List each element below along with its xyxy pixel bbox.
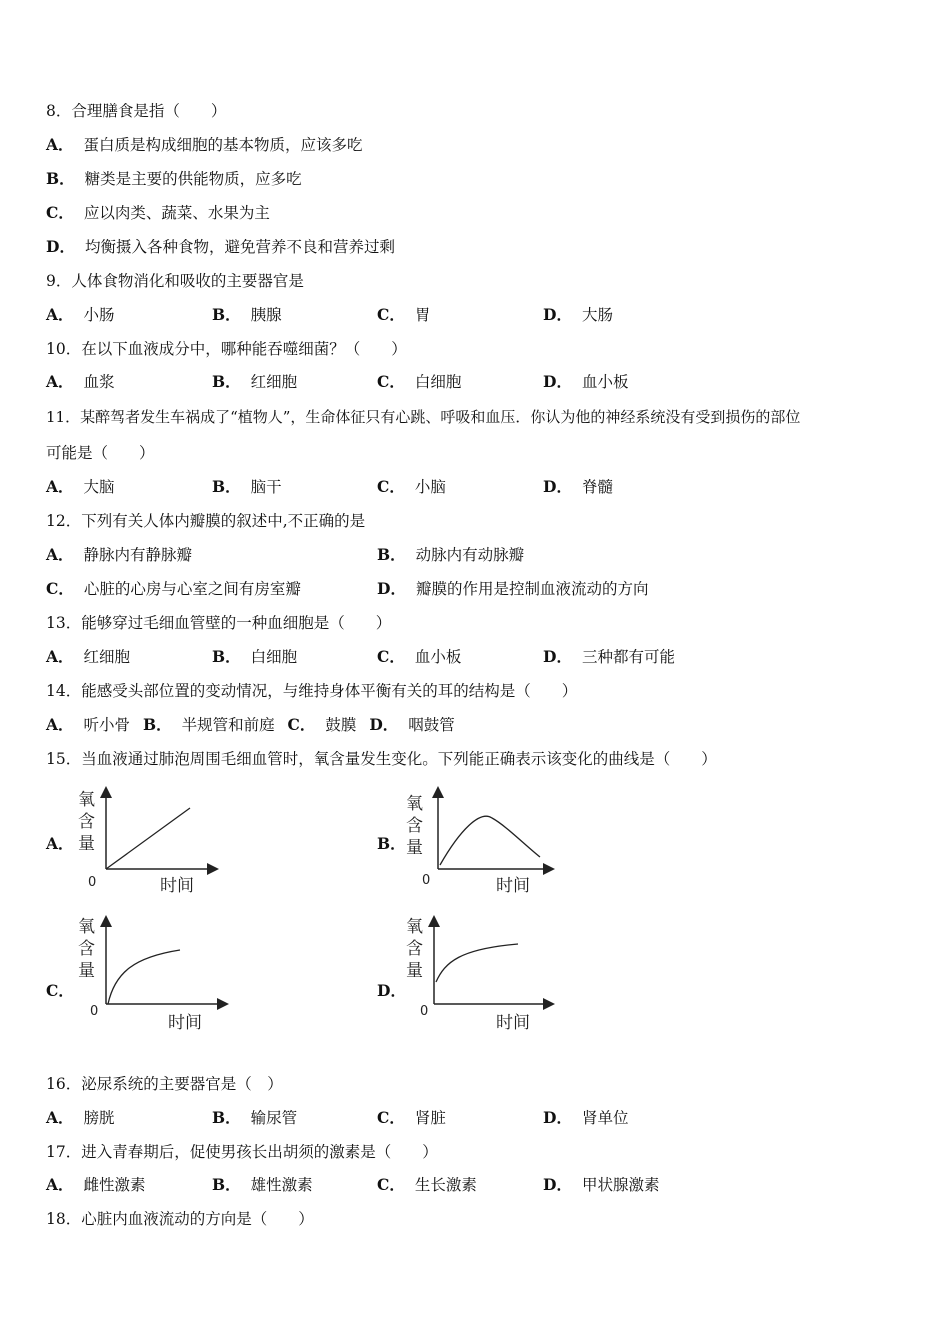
option-letter: C． (46, 203, 74, 222)
option-letter: D． (543, 647, 572, 666)
origin-label: 0 (88, 875, 97, 890)
option-letter: C． (377, 1175, 405, 1194)
option-text: 静脉内有静脉瓣 (83, 546, 193, 564)
option-text: 鼓膜 (325, 716, 357, 734)
q9-option-d[interactable] (543, 305, 613, 325)
option-text: 瓣膜的作用是控制血液流动的方向 (415, 580, 649, 598)
option-text: 脑干 (250, 478, 282, 496)
q10-option-d[interactable] (543, 372, 628, 392)
q11-option-d[interactable] (543, 477, 613, 497)
q14-option-a[interactable] (46, 716, 130, 734)
q9-option-c[interactable] (377, 305, 430, 325)
option-text: 血浆 (83, 373, 115, 391)
option-text: 糖类是主要的供能物质，应多吃 (84, 170, 302, 188)
question-10-stem: 10．在以下血液成分中，哪种能吞噬细菌？（ ） (46, 340, 407, 358)
option-text: 红细胞 (250, 373, 298, 391)
origin-label: 0 (422, 873, 431, 888)
option-text: 肾单位 (581, 1109, 629, 1127)
q8-option-a[interactable] (46, 135, 363, 155)
question-16-stem: 16．泌尿系统的主要器官是（ ） (46, 1075, 283, 1093)
q8-option-b[interactable] (46, 169, 302, 189)
xlabel: 时间 (496, 876, 530, 896)
xlabel: 时间 (168, 1013, 202, 1033)
option-letter: A． (46, 545, 74, 564)
q14-options-row (46, 715, 455, 735)
option-letter: A． (46, 1108, 74, 1127)
option-letter: A． (46, 477, 74, 496)
option-letter: B． (46, 169, 75, 188)
ylabel-char-3: 量 (78, 961, 95, 981)
question-12-stem: 12．下列有关人体内瓣膜的叙述中,不正确的是 (46, 512, 366, 530)
q12-option-c[interactable] (46, 579, 301, 599)
question-17-stem: 17．进入青春期后，促使男孩长出胡须的激素是（ ） (46, 1143, 438, 1161)
option-text: 白细胞 (250, 648, 298, 666)
q12-option-d[interactable] (377, 579, 648, 599)
question-11-stem-line2: 可能是（ ） (46, 444, 155, 462)
ylabel-char-1: 氧 (406, 794, 423, 814)
q15-graph-c (70, 912, 240, 1037)
q15-graph-d-label[interactable]: D． (377, 981, 406, 1000)
option-letter: C． (287, 715, 316, 734)
question-9-stem: 9．人体食物消化和吸收的主要器官是 (46, 272, 304, 290)
option-letter: A． (46, 135, 74, 154)
option-letter: D． (377, 579, 406, 598)
q15-graph-b (400, 785, 560, 900)
q9-option-b[interactable] (212, 305, 282, 325)
q9-option-a[interactable] (46, 305, 115, 325)
ylabel-char-1: 氧 (78, 790, 95, 810)
option-text: 白细胞 (414, 373, 462, 391)
option-letter: C． (377, 477, 405, 496)
option-letter: B． (212, 1175, 241, 1194)
option-letter: D． (543, 372, 572, 391)
q13-option-a[interactable] (46, 647, 130, 667)
option-text: 血小板 (581, 373, 629, 391)
q16-option-c[interactable] (377, 1108, 446, 1128)
option-text: 均衡摄入各种食物，避免营养不良和营养过剩 (84, 238, 395, 256)
option-letter: A． (46, 647, 74, 666)
option-letter: D． (543, 1175, 572, 1194)
xlabel: 时间 (160, 876, 194, 896)
option-letter: A． (46, 1175, 74, 1194)
option-letter: B． (212, 372, 241, 391)
ylabel-char-2: 含 (78, 812, 95, 832)
option-text: 三种都有可能 (581, 648, 675, 666)
q14-option-d[interactable] (369, 716, 454, 734)
option-text: 胃 (414, 306, 431, 324)
option-letter: A． (46, 715, 74, 734)
option-text: 大脑 (83, 478, 115, 496)
q13-option-d[interactable] (543, 647, 675, 667)
q10-option-a[interactable] (46, 372, 115, 392)
ylabel-char-2: 含 (78, 939, 95, 959)
option-letter: C． (377, 305, 405, 324)
ylabel-char-2: 含 (406, 816, 423, 836)
option-letter: C． (377, 1108, 405, 1127)
xlabel: 时间 (496, 1013, 530, 1033)
option-text: 大肠 (581, 306, 613, 324)
ylabel-char-3: 量 (78, 834, 95, 854)
option-letter: D． (369, 715, 399, 734)
option-letter: C． (46, 579, 74, 598)
q10-option-b[interactable] (212, 372, 297, 392)
option-letter: D． (46, 237, 75, 256)
option-text: 听小骨 (83, 716, 131, 734)
option-text: 血小板 (414, 648, 462, 666)
q15-graph-a (70, 785, 230, 900)
question-15-stem: 15．当血液通过肺泡周围毛细血管时，氧含量发生变化。下列能正确表示该变化的曲线是（ ） (46, 750, 717, 768)
ylabel-char-1: 氧 (78, 917, 95, 937)
option-text: 雌性激素 (83, 1176, 146, 1194)
q15-graph-b-label[interactable]: B． (377, 834, 406, 853)
ylabel-char-2: 含 (406, 939, 423, 959)
q8-option-c[interactable] (46, 203, 270, 223)
question-8-stem: 8．合理膳食是指（ ） (46, 102, 227, 120)
q13-option-b[interactable] (212, 647, 297, 667)
option-letter: B． (142, 715, 172, 734)
ylabel-char-1: 氧 (406, 917, 423, 937)
q17-option-d[interactable] (543, 1175, 659, 1195)
ylabel-char-3: 量 (406, 961, 423, 981)
q15-graph-a-label[interactable]: A． (46, 834, 74, 853)
option-letter: B． (212, 647, 241, 666)
option-letter: A． (46, 372, 74, 391)
option-text: 胰腺 (250, 306, 282, 324)
q16-option-d[interactable] (543, 1108, 628, 1128)
option-letter: C． (377, 372, 405, 391)
option-letter: B． (212, 477, 241, 496)
q14-option-c[interactable] (288, 716, 357, 734)
q11-option-a[interactable] (46, 477, 115, 497)
option-letter: B． (212, 305, 241, 324)
q17-option-b[interactable] (212, 1175, 313, 1195)
option-text: 脊髓 (581, 478, 613, 496)
q15-graph-c-label[interactable]: C． (46, 981, 74, 1000)
option-text: 小肠 (83, 306, 115, 324)
option-text: 甲状腺激素 (581, 1176, 660, 1194)
q11-option-c[interactable] (377, 477, 446, 497)
curve-c (108, 950, 180, 1004)
option-text: 输尿管 (250, 1109, 298, 1127)
option-letter: D． (543, 1108, 572, 1127)
question-18-stem: 18．心脏内血液流动的方向是（ ） (46, 1210, 314, 1228)
curve-a (106, 808, 190, 869)
curve-b (440, 816, 540, 865)
q8-option-d[interactable] (46, 237, 395, 257)
option-text: 应以肉类、蔬菜、水果为主 (83, 204, 270, 222)
option-text: 肾脏 (414, 1109, 446, 1127)
origin-label: 0 (90, 1004, 99, 1019)
q10-option-c[interactable] (377, 372, 461, 392)
option-letter: C． (377, 647, 405, 666)
q13-option-c[interactable] (377, 647, 461, 667)
option-text: 膀胱 (83, 1109, 115, 1127)
q14-option-b[interactable] (143, 716, 275, 734)
option-text: 生长激素 (414, 1176, 477, 1194)
q15-graph-d (400, 912, 570, 1037)
q12-option-b[interactable] (377, 545, 524, 565)
option-text: 蛋白质是构成细胞的基本物质，应该多吃 (83, 136, 363, 154)
option-letter: B． (377, 545, 406, 564)
question-11-stem-line1: 11．某醉驾者发生车祸成了“植物人”，生命体征只有心跳、呼吸和血压．你认为他的神经系统没有受到损伤的部位 (46, 408, 801, 426)
option-letter: D． (543, 477, 572, 496)
option-letter: B． (212, 1108, 241, 1127)
option-text: 半规管和前庭 (181, 716, 275, 734)
ylabel-char-3: 量 (406, 838, 423, 858)
option-letter: A． (46, 305, 74, 324)
question-14-stem: 14．能感受头部位置的变动情况，与维持身体平衡有关的耳的结构是（ ） (46, 682, 578, 700)
option-text: 动脉内有动脉瓣 (415, 546, 525, 564)
q12-option-a[interactable] (46, 545, 192, 565)
option-text: 小脑 (414, 478, 446, 496)
option-text: 咽鼓管 (408, 716, 455, 734)
question-13-stem: 13．能够穿过毛细血管壁的一种血细胞是（ ） (46, 614, 392, 632)
q16-option-a[interactable] (46, 1108, 115, 1128)
q17-option-a[interactable] (46, 1175, 146, 1195)
q16-option-b[interactable] (212, 1108, 297, 1128)
option-text: 红细胞 (83, 648, 131, 666)
curve-d (436, 944, 518, 982)
q11-option-b[interactable] (212, 477, 282, 497)
option-text: 雄性激素 (250, 1176, 313, 1194)
origin-label: 0 (420, 1004, 429, 1019)
option-letter: D． (543, 305, 572, 324)
q17-option-c[interactable] (377, 1175, 477, 1195)
option-text: 心脏的心房与心室之间有房室瓣 (83, 580, 301, 598)
